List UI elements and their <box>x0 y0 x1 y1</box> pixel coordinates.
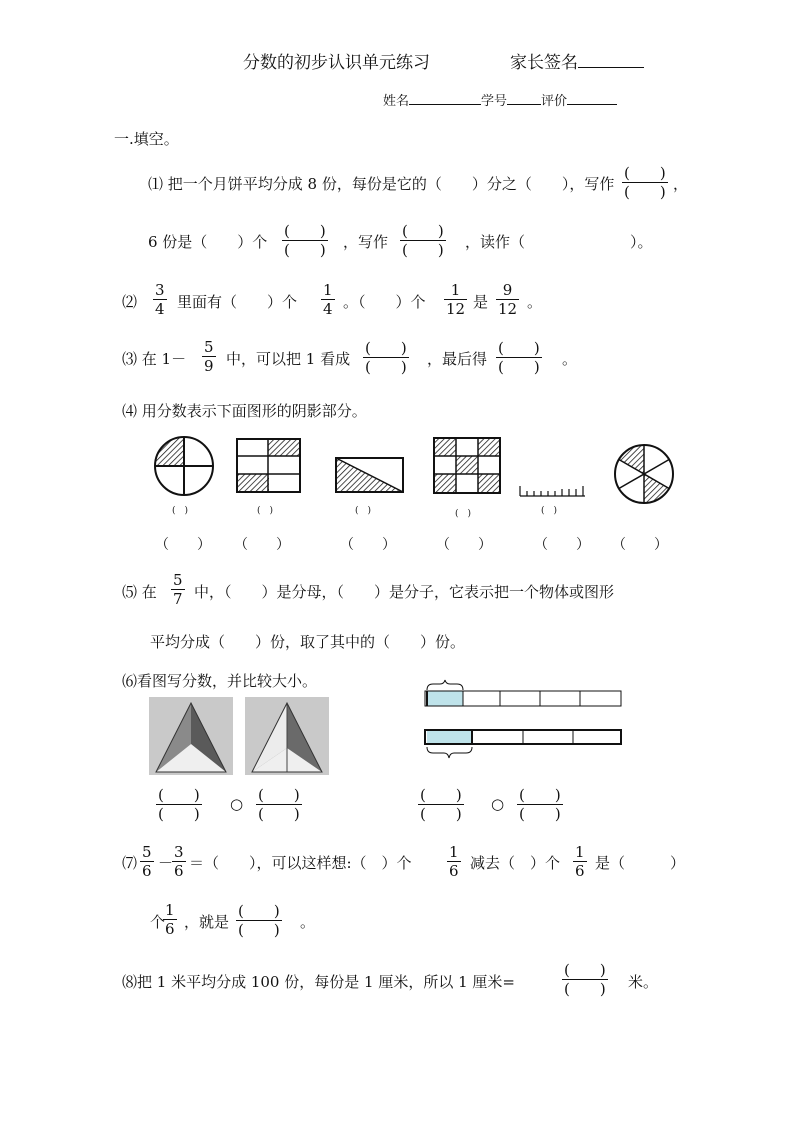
q4-answer-1[interactable]: （ ） <box>155 537 211 553</box>
q6-answer-1[interactable]: ( ) ( ) <box>158 786 200 823</box>
parent-sign-label: 家长签名 <box>510 48 644 73</box>
student-info: 姓名 学号 评价 <box>383 90 617 109</box>
triangle-photo-1 <box>149 697 233 775</box>
q4-answer-6[interactable]: （ ） <box>612 537 668 553</box>
q2-frac3: $\frac{1}{12}$ <box>446 281 466 318</box>
q1-frac-answer3[interactable]: ( ) ( ) <box>402 222 444 259</box>
q6-compare-1[interactable]: ○ <box>230 795 244 813</box>
q3-frac-answer1[interactable]: ( ) ( ) <box>365 339 407 376</box>
q2-frac4: $\frac{9}{12}$ <box>498 281 518 318</box>
q1-line1: ⑴ 把一个月饼平均分成 8 份，每份是它的（ ）分之（ ），写作 <box>148 175 615 193</box>
q1-line2a: 6 份是（ ）个 <box>148 233 268 251</box>
page-title: 分数的初步认识单元练习 <box>243 53 430 73</box>
q6-compare-2[interactable]: ○ <box>491 795 505 813</box>
q8-frac-answer[interactable]: ( ) ( ) <box>564 961 606 998</box>
q4-answer-2[interactable]: （ ） <box>234 537 290 553</box>
q7-frac-answer[interactable]: ( ) ( ) <box>238 902 280 939</box>
triangle-photo-2 <box>245 697 329 775</box>
q4-answer-3[interactable]: （ ） <box>340 537 396 553</box>
q6-answer-2[interactable]: ( ) ( ) <box>258 786 300 823</box>
q1-frac-answer1[interactable]: ( ) ( ) <box>624 164 666 201</box>
q3-frac-answer2[interactable]: ( ) ( ) <box>498 339 540 376</box>
q4-answer-4[interactable]: （ ） <box>436 537 492 553</box>
q6-answer-3[interactable]: ( ) ( ) <box>420 786 462 823</box>
section-heading: 一.填空。 <box>114 130 179 148</box>
q2-frac2: $\frac{1}{4}$ <box>323 281 333 318</box>
bar-1 <box>425 680 621 706</box>
q4-answer-5[interactable]: （ ） <box>534 537 590 553</box>
q3-frac: $\frac{5}{9}$ <box>204 338 214 375</box>
q5-frac: $\frac{5}{7}$ <box>173 571 183 608</box>
bar-2 <box>425 730 621 758</box>
q1-frac-answer2[interactable]: ( ) ( ) <box>284 222 326 259</box>
q2-frac1: $\frac{3}{4}$ <box>155 281 165 318</box>
q6-answer-4[interactable]: ( ) ( ) <box>519 786 561 823</box>
